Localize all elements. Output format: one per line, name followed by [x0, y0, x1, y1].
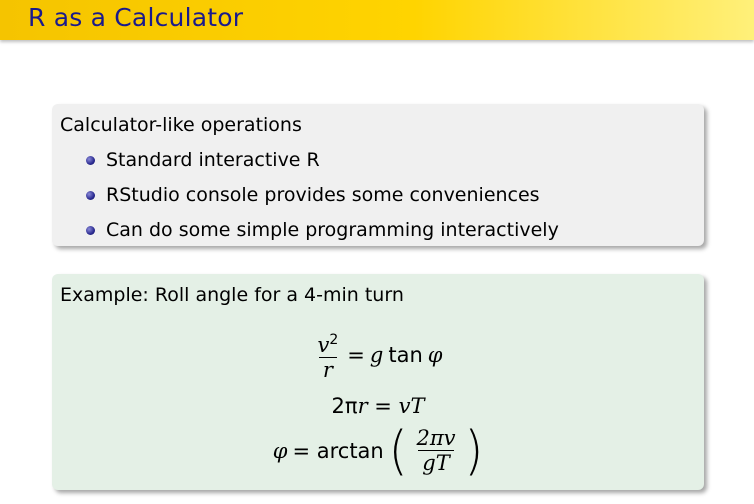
fraction-v2-over-r: $\frac{v^2}{r}$	[317, 332, 339, 382]
equation-circumference: 2πr = vT	[331, 394, 425, 418]
operations-list	[86, 148, 559, 253]
example-block-title: Example: Roll angle for a 4-min turn	[60, 284, 404, 306]
operations-block-title: Calculator-like operations	[60, 114, 302, 136]
bullet-icon	[86, 191, 95, 200]
list-item: Can do some simple programming interactively	[86, 218, 559, 253]
bullet-icon	[86, 226, 95, 235]
list-item: RStudio console provides some conveniences	[86, 183, 559, 218]
operations-block	[52, 104, 704, 246]
bullet-icon	[86, 156, 95, 165]
equation-roll-angle: φ = arctan ( $\frac{2\pi v}{gT}$ )	[272, 419, 484, 482]
slide-title: R as a Calculator	[28, 3, 244, 32]
list-item: Standard interactive R	[86, 148, 559, 183]
title-bar	[0, 0, 754, 40]
fraction-2piv-over-gT: $\frac{2\pi v}{gT}$	[416, 426, 456, 475]
equation-centripetal: $\frac{v^2}{r}$ = g tan φ	[52, 328, 704, 382]
example-block	[52, 274, 704, 490]
